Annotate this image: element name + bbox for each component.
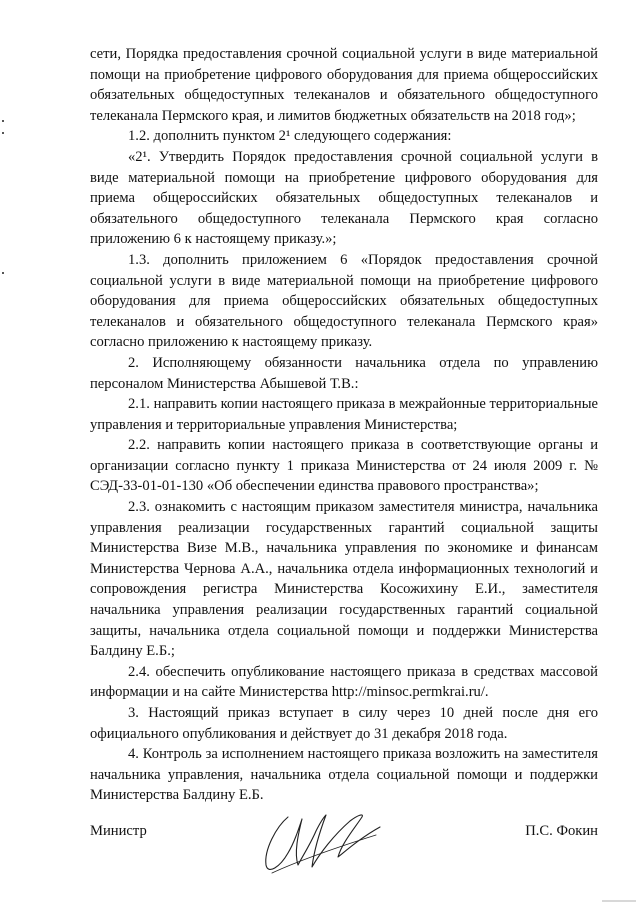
paragraph-quote-2-1: «2¹. Утвердить Порядок предоставления срочной социальной услуги в виде материальной помощи на приобретение цифрового оборудования для приема общероссийских обязательных общедоступных телеканалов и обязательного общедоступного телеканала Пермского края согласно приложению 6 к настоящему приказу.»;	[90, 148, 598, 248]
margin-mark	[2, 132, 4, 134]
paragraph-2-2: 2.2. направить копии настоящего приказа в соответствующие органы и организации согласно пункту 1 приказа Министерства от 24 июля 2009 г. № СЭД-33-01-01-130 «Об обеспечении единства правового пространства»;	[90, 437, 598, 495]
paragraph-2: 2. Исполняющему обязанности начальника отдела по управлению персоналом Министерства Абышевой Т.В.:	[90, 354, 598, 392]
paragraph-continuation: сети, Порядка предоставления срочной социальной услуги в виде материальной помощи на приобретение цифрового оборудования для приема общероссийских обязательных общедоступных телеканалов и обязательного общедоступного телеканала Пермского края, и лимитов бюджетных обязательств на 2018 год»;	[90, 46, 598, 124]
paragraph-2-4: 2.4. обеспечить опубликование настоящего приказа в средствах массовой информации и на сайте Министерства http://minsoc.permkrai.ru/.	[90, 663, 598, 701]
margin-mark	[2, 272, 4, 274]
signer-title: Министр	[90, 823, 147, 839]
paragraph-4: 4. Контроль за исполнением настоящего приказа возложить на заместителя начальника управления, начальника отдела социальной помощи и поддержки Министерства Балдину Е.Б.	[90, 746, 598, 804]
paragraph-1-2: 1.2. дополнить пунктом 2¹ следующего содержания:	[128, 128, 452, 145]
paragraph-1-3: 1.3. дополнить приложением 6 «Порядок предоставления срочной социальной услуги в виде материальной помощи на приобретение цифрового оборудования для приема общероссийских обязательных общедоступных телеканалов и обязательного общедоступного телеканала Пермского края» согласно приложению к настоящему приказу.	[90, 251, 598, 351]
paragraph-2-1: 2.1. направить копии настоящего приказа в межрайонные территориальные управления и территориальные управления Министерства;	[90, 396, 598, 433]
scan-artifact	[602, 900, 636, 902]
handwritten-signature	[258, 805, 388, 880]
paragraph-3: 3. Настоящий приказ вступает в силу через 10 дней после дня его официального опубликования и действует до 31 декабря 2018 года.	[90, 705, 598, 742]
paragraph-2-3: 2.3. ознакомить с настоящим приказом заместителя министра, начальника управления реализации государственных гарантий социальной защиты Министерства Визе М.В., начальника управления по экономике и финансам Министерства Чернова А.А., начальника отдела информационных технологий и сопровождения регистра Министерства Косожихину Е.И., заместителя начальника управления реализации государственных гарантий социальной защиты, начальника отдела социальной помощи и поддержки Министерства Балдину Е.Б.;	[90, 499, 598, 660]
signer-name: П.С. Фокин	[525, 823, 598, 839]
margin-mark	[2, 120, 4, 122]
document-body	[90, 44, 598, 806]
